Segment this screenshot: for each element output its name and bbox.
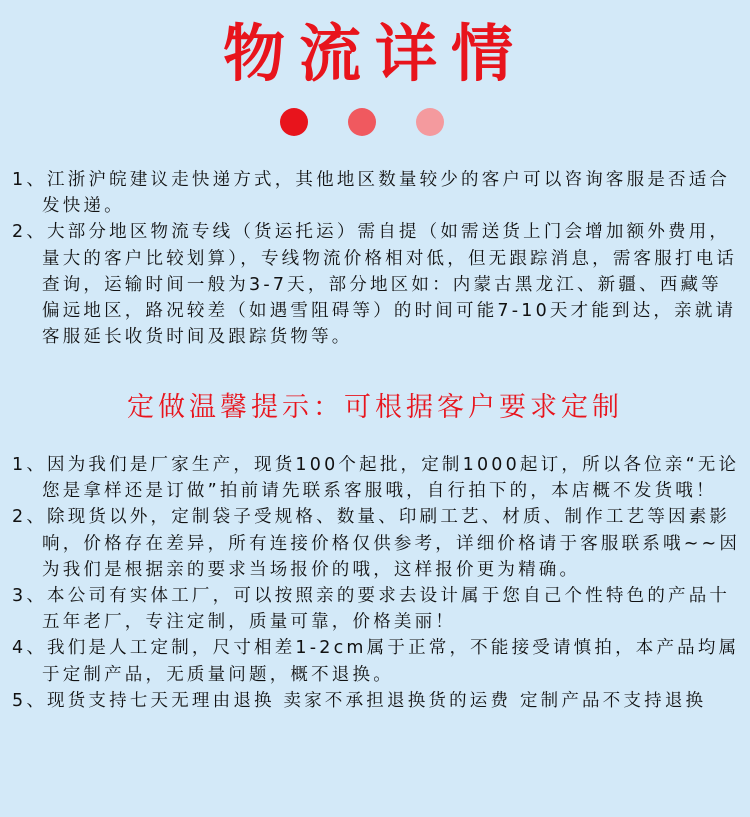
tips-title: 定做温馨提示：可根据客户要求定制: [127, 392, 623, 423]
tip-item: 1、因为我们是厂家生产，现货100个起批，定制1000起订，所以各位亲“无论您是拿样还是订做”拍前请先联系客服哦，自行拍下的，本店概不发货哦！: [12, 455, 740, 502]
logistics-list: [12, 167, 742, 350]
tip-item: 3、本公司有实体工厂，可以按照亲的要求去设计属于您自己个性特色的产品十五年老厂，专注定制，质量可靠，价格美丽！: [12, 586, 731, 633]
dot-1: [280, 108, 308, 136]
tips-list: [12, 452, 742, 714]
dot-2: [348, 108, 376, 136]
decorative-dots: [0, 108, 750, 136]
logistics-item: 1、江浙沪皖建议走快递方式，其他地区数量较少的客户可以咨询客服是否适合发快递。: [12, 170, 731, 217]
logistics-item: 2、大部分地区物流专线（货运托运）需自提（如需送货上门会增加额外费用，量大的客户比较划算），专线物流价格相对低，但无跟踪消息，需客服打电话查询，运输时间一般为3-7天，部分地区如：内蒙古黑龙江、新疆、西藏等偏远地区，路况较差（如遇雪阻碍等）的时间可能7-10天才能到达，亲就请客服延长收货时间及跟踪货物等。: [12, 222, 738, 348]
tip-item: 5、现货支持七天无理由退换 卖家不承担退换货的运费 定制产品不支持退换: [12, 690, 707, 711]
tip-item: 4、我们是人工定制，尺寸相差1-2cm属于正常，不能接受请慎拍，本产品均属于定制产品，无质量问题，概不退换。: [12, 638, 740, 685]
tip-item: 2、除现货以外，定制袋子受规格、数量、印刷工艺、材质、制作工艺等因素影响，价格存在差异，所有连接价格仅供参考，详细价格请于客服联系哦~~因为我们是根据亲的要求当场报价的哦，这样报价更为精确。: [12, 507, 741, 580]
page-title: 物流详情: [222, 17, 527, 90]
dot-3: [416, 108, 444, 136]
